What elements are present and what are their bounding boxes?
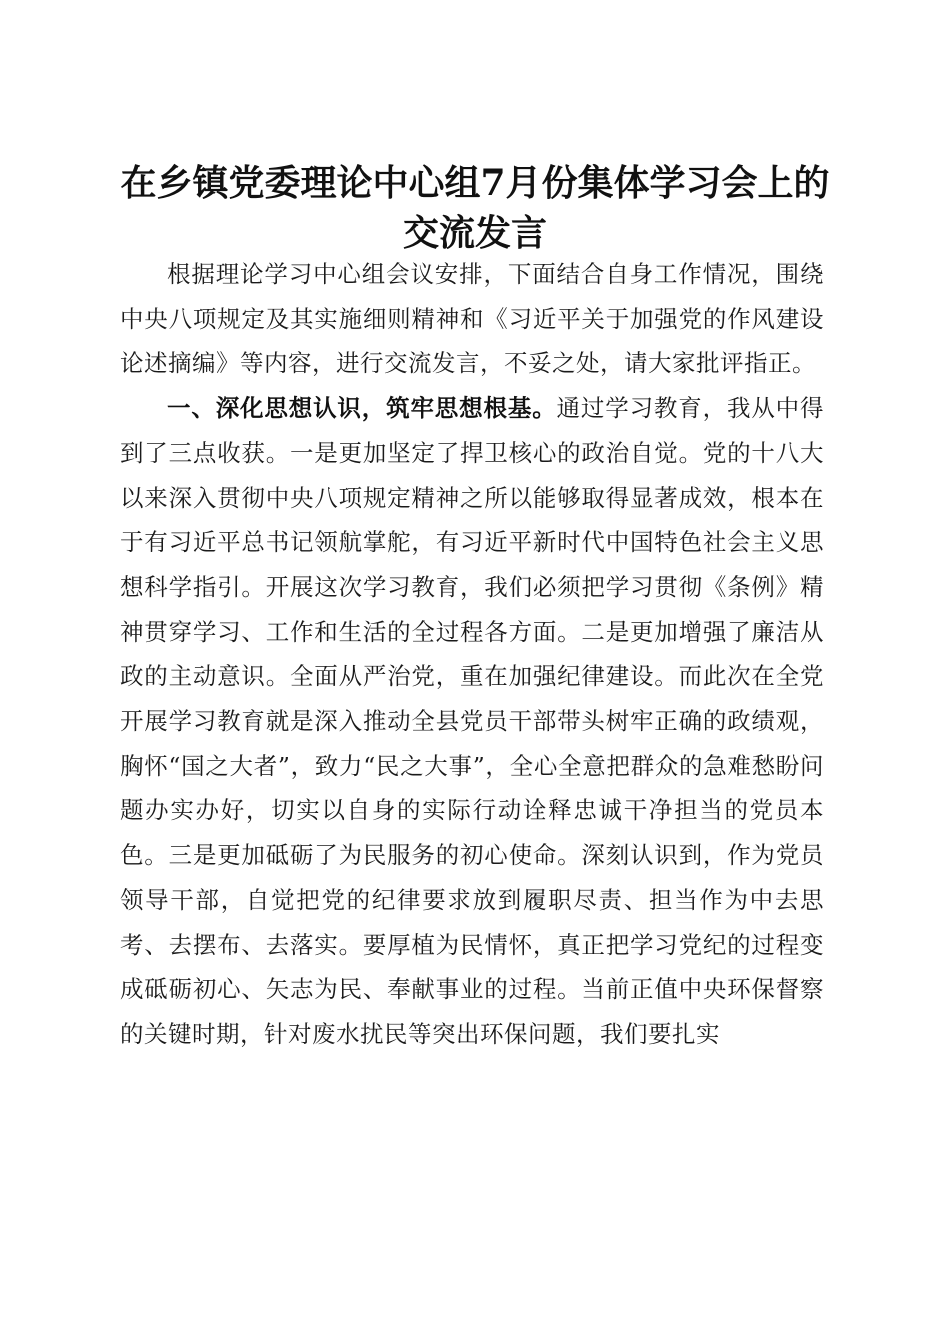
document-title bbox=[100, 158, 850, 258]
intro-paragraph-text: 根据理论学习中心组会议安排，下面结合自身工作情况，围绕中央八项规定及其实施细则精神和《习近平关于加强党的作风建设论述摘编》等内容，进行交流发言，不妥之处，请大家批评指正。 bbox=[120, 260, 824, 378]
section-one-paragraph bbox=[120, 386, 824, 1057]
title-line-1: 在乡镇党委理论中心组7月份集体学习会上的 bbox=[120, 162, 830, 205]
document-body bbox=[120, 252, 824, 1057]
intro-paragraph bbox=[120, 252, 824, 386]
section-one-text: 通过学习教育，我从中得到了三点收获。一是更加坚定了捍卫核心的政治自觉。党的十八大以来深入贯彻中央八项规定精神之所以能够取得显著成效，根本在于有习近平总书记领航掌舵，有习近平新时代中国特色社会主义思想科学指引。开展这次学习教育，我们必须把学习贯彻《条例》精神贯穿学习、工作和生活的全过程各方面。二是更加增强了廉洁从政的主动意识。全面从严治党，重在加强纪律建设。而此次在全党开展学习教育就是深入推动全县党员干部带头树牢正确的政绩观，胸怀“国之大者”，致力“民之大事”，全心全意把群众的急难愁盼问题办实办好，切实以自身的实际行动诠释忠诚干净担当的党员本色。三是更加砥砺了为民服务的初心使命。深刻认识到，作为党员领导干部，自觉把党的纪律要求放到履职尽责、担当作为中去思考、去摆布、去落实。要厚植为民情怀，真正把学习党纪的过程变成砥砺初心、矢志为民、奉献事业的过程。当前正值中央环保督察的关键时期，针对废水扰民等突出环保问题，我们要扎实 bbox=[120, 394, 825, 1048]
section-one-heading: 一、深化思想认识，筑牢思想根基。 bbox=[167, 394, 557, 423]
title-line-2: 交流发言 bbox=[402, 212, 547, 255]
